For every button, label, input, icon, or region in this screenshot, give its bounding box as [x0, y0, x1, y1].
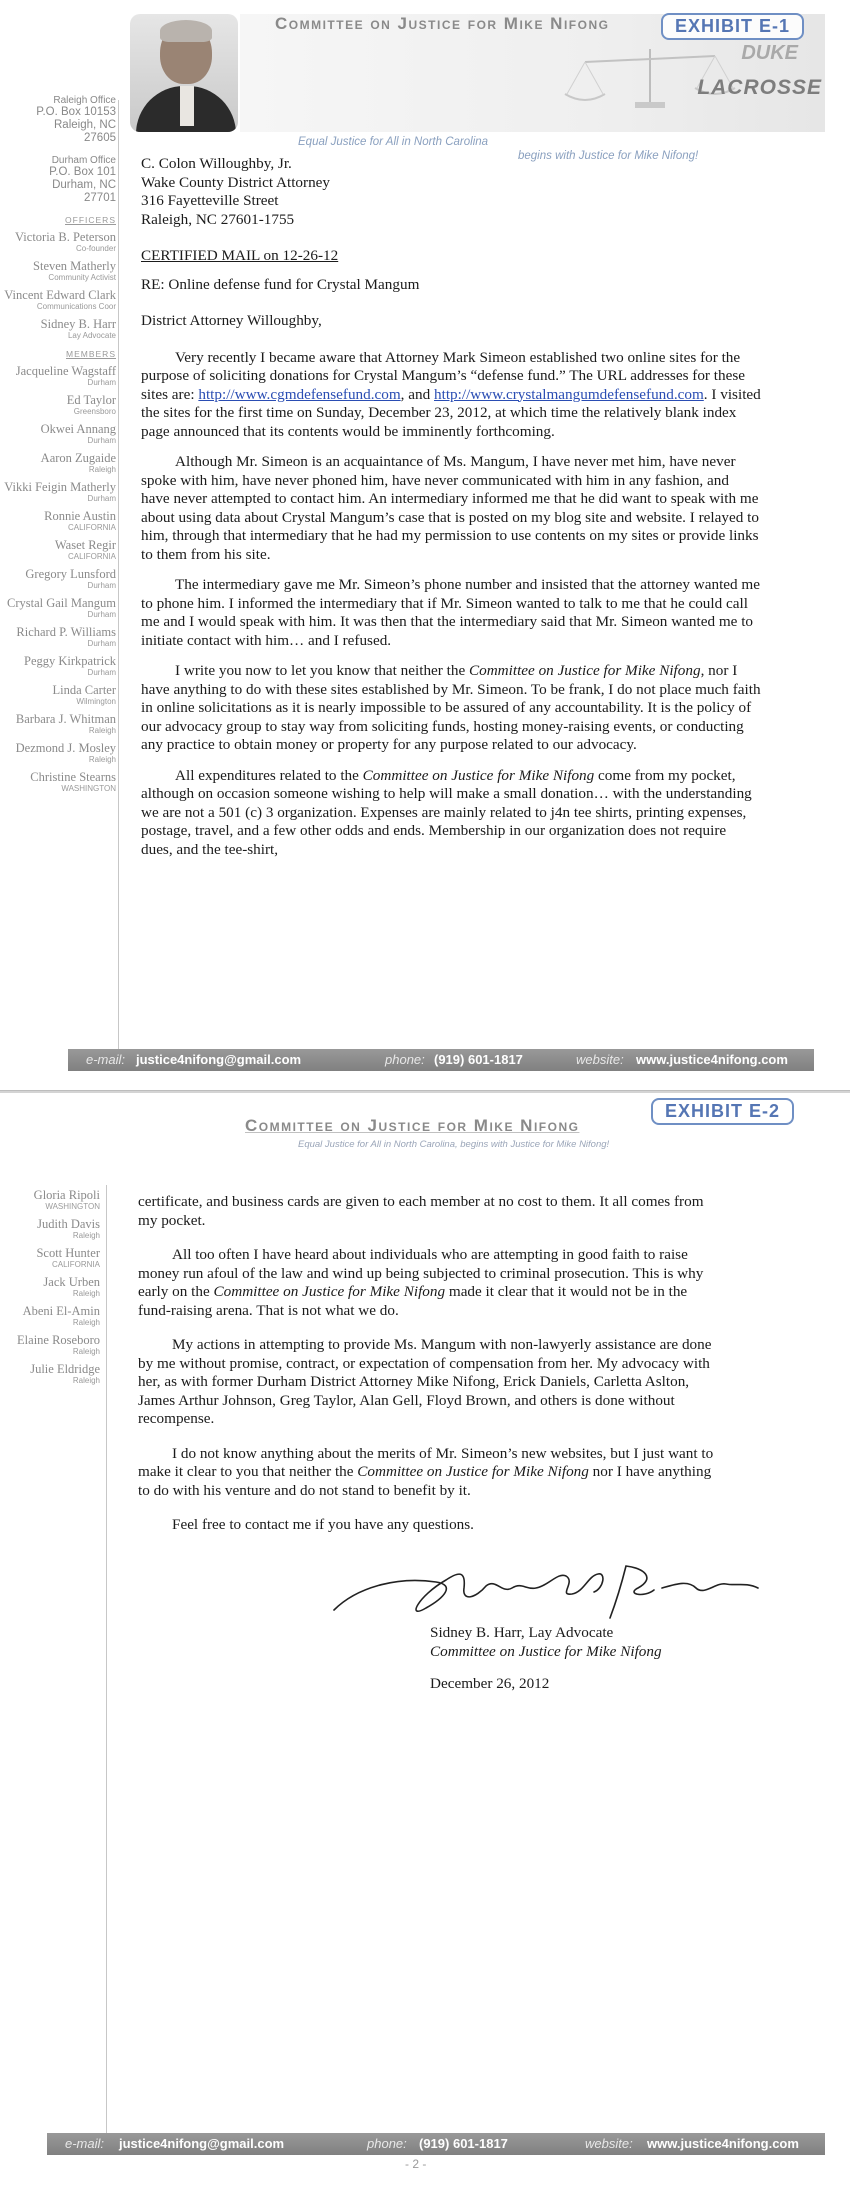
- member-name: Richard P. Williams: [16, 625, 116, 639]
- member-city: Durham: [87, 581, 116, 590]
- member-entry: [0, 655, 116, 678]
- para-text: , and: [400, 385, 434, 403]
- office-line: P.O. Box 101: [49, 166, 116, 178]
- paragraph-3: The intermediary gave me Mr. Simeon’s phone number and insisted that the attorney wanted me to phone him. I informed the intermediary that if Mr. Simeon wanted to talk to me that he could call me and I would speak with him. It was then that the intermediary said that Mr. Simeon wanted me to initiate contact with him… and I refused.: [141, 576, 760, 649]
- member-name: Abeni El-Amin: [22, 1304, 100, 1318]
- office-line: Raleigh, NC: [54, 119, 116, 131]
- member-city: Raleigh: [88, 465, 116, 474]
- officer-name: Victoria B. Peterson: [15, 230, 116, 244]
- member-name: Ronnie Austin: [44, 509, 116, 523]
- member-city: WASHINGTON: [61, 784, 116, 793]
- paragraph-5: [141, 767, 761, 860]
- signature-block: [430, 1624, 790, 1694]
- member-name: Peggy Kirkpatrick: [24, 654, 116, 668]
- recipient-address: [141, 155, 761, 229]
- member-name: Jacqueline Wagstaff: [15, 364, 116, 378]
- member-entry: [0, 1276, 100, 1299]
- paragraph-4: [141, 662, 761, 755]
- officer-name: Sidney B. Harr: [40, 317, 116, 331]
- officer-role: Co-founder: [75, 244, 116, 253]
- phone-label: phone:: [385, 1052, 425, 1067]
- member-name: Barbara J. Whitman: [15, 712, 116, 726]
- letterhead-sidebar: [0, 1189, 100, 1392]
- member-name: Okwei Annang: [40, 422, 116, 436]
- office-label: Raleigh Office: [53, 95, 116, 106]
- member-entry: [0, 510, 116, 533]
- member-entry: [0, 1363, 100, 1386]
- member-entry: [0, 597, 116, 620]
- member-city: Greensboro: [73, 407, 116, 416]
- paragraph-continued: certificate, and business cards are given to each member at no cost to them. It all comes from my pocket.: [138, 1193, 704, 1229]
- member-name: Waset Regir: [54, 538, 116, 552]
- member-name: Aaron Zugaide: [40, 451, 116, 465]
- tagline-2: begins with Justice for Mike Nifong!: [518, 150, 699, 162]
- member-entry: [0, 626, 116, 649]
- member-entry: [0, 742, 116, 765]
- member-city: Raleigh: [72, 1231, 100, 1240]
- member-entry: [0, 684, 116, 707]
- address-line: C. Colon Willoughby, Jr.: [141, 155, 292, 172]
- member-city: CALIFORNIA: [67, 523, 116, 532]
- portrait-photo: [130, 14, 238, 132]
- member-name: Judith Davis: [37, 1217, 100, 1231]
- member-city: CALIFORNIA: [67, 552, 116, 561]
- member-entry: [0, 1189, 100, 1212]
- email-link[interactable]: justice4nifong@gmail.com: [136, 1052, 302, 1067]
- member-name: Julie Eldridge: [30, 1362, 100, 1376]
- member-entry: [0, 394, 116, 417]
- member-entry: [0, 1218, 100, 1241]
- para-text: come from my pocket, although on occasion someone wishing to help will make a small donation… with the understanding we are not a 501 (c) 3 organization. Expenses are mainly related to j4n tee shirts, printing expenses, postage, travel, and a few other odds and ends. Membership in our organization does not require dues, and the tee-shirt,: [141, 766, 752, 858]
- letter-body-2: [138, 1193, 718, 1547]
- para-text: All expenditures related to the: [175, 766, 363, 784]
- cgm-defense-fund-link[interactable]: http://www.cgmdefensefund.com: [198, 385, 401, 403]
- para-text: Very recently I became aware that Attorney Mark Simeon established two online sites for the purpose of soliciting donations for Crystal Mangum’s “defense fund.” The URL addresses for these sites are:: [141, 348, 745, 403]
- member-name: Gregory Lunsford: [25, 567, 116, 581]
- phone-number: (919) 601-1817: [419, 2136, 508, 2151]
- email-label: e-mail:: [86, 1052, 126, 1067]
- officer-entry: [0, 231, 116, 254]
- officer-role: Lay Advocate: [67, 331, 116, 340]
- member-city: Raleigh: [88, 755, 116, 764]
- page-number: - 2 -: [405, 2157, 427, 2171]
- member-city: WASHINGTON: [45, 1202, 100, 1211]
- tagline-1: Equal Justice for All in North Carolina: [298, 136, 489, 148]
- member-name: Vikki Feigin Matherly: [4, 480, 116, 494]
- office-line: P.O. Box 10153: [36, 106, 116, 118]
- address-line: Wake County District Attorney: [141, 173, 331, 191]
- crystal-mangum-defense-fund-link[interactable]: http://www.crystalmangumdefensefund.com: [434, 385, 704, 403]
- member-city: Durham: [87, 494, 116, 503]
- member-entry: [0, 568, 116, 591]
- address-line: 316 Fayetteville Street: [141, 192, 279, 209]
- letter-body-1: [141, 155, 761, 871]
- member-name: Ed Taylor: [66, 393, 116, 407]
- signer-name: Sidney B. Harr, Lay Advocate: [430, 1624, 614, 1641]
- member-entry: [0, 539, 116, 562]
- member-city: CALIFORNIA: [51, 1260, 100, 1269]
- exhibit-label: EXHIBIT E-2: [651, 1098, 794, 1125]
- officer-entry: [0, 318, 116, 341]
- exhibit-label: EXHIBIT E-1: [661, 13, 804, 40]
- certified-mail-line: CERTIFIED MAIL on 12-26-12: [141, 247, 339, 264]
- paragraph-9: Feel free to contact me if you have any questions.: [172, 1516, 474, 1533]
- website-link[interactable]: www.justice4nifong.com: [647, 2136, 799, 2151]
- letter-date: December 26, 2012: [430, 1675, 550, 1692]
- address-line: Raleigh, NC 27601-1755: [141, 210, 295, 228]
- member-city: Wilmington: [76, 697, 116, 706]
- member-name: Scott Hunter: [36, 1246, 100, 1260]
- officer-entry: [0, 260, 116, 283]
- letterhead-title: Committee on Justice for Mike Nifong: [245, 1116, 580, 1135]
- member-name: Linda Carter: [52, 683, 116, 697]
- member-name: Jack Urben: [43, 1275, 100, 1289]
- paragraph-8: [138, 1445, 718, 1501]
- committee-name: Committee on Justice for Mike Nifong: [430, 1642, 662, 1660]
- phone-number: (919) 601-1817: [434, 1052, 523, 1067]
- raleigh-office: [0, 95, 116, 145]
- member-entry: [0, 713, 116, 736]
- member-entry: [0, 1334, 100, 1357]
- member-entry: [0, 1247, 100, 1270]
- member-name: Dezmond J. Mosley: [15, 741, 116, 755]
- letterhead-footer: [47, 2133, 825, 2155]
- member-city: Durham: [87, 639, 116, 648]
- letter-page-2: [0, 1093, 850, 2200]
- member-city: Durham: [87, 436, 116, 445]
- officer-entry: [0, 289, 116, 312]
- member-city: Raleigh: [72, 1289, 100, 1298]
- member-city: Raleigh: [72, 1318, 100, 1327]
- officer-role: Communications Coor: [36, 302, 116, 311]
- member-name: Crystal Gail Mangum: [6, 596, 116, 610]
- salutation: District Attorney Willoughby,: [141, 312, 322, 329]
- para-text: made it clear that it would not be in the fund-raising arena. That is not what we do.: [138, 1283, 688, 1319]
- member-city: Durham: [87, 378, 116, 387]
- committee-name: Committee on Justice for Mike Nifong: [213, 1283, 446, 1300]
- committee-name: Committee on Justice for Mike Nifong: [362, 766, 595, 784]
- member-entry: [0, 423, 116, 446]
- para-text: . I visited the sites for the first time on Sunday, December 23, 2012, at which time the relatively blank index page announced that its contents would be imminently forthcoming.: [141, 385, 761, 440]
- member-entry: [0, 1305, 100, 1328]
- office-label: Durham Office: [51, 155, 116, 166]
- para-text: All too often I have heard about individuals who are attempting in good faith to raise money run afoul of the law and wind up being subjected to criminal prosecution. This is why early on the: [138, 1246, 704, 1300]
- member-entry: [0, 771, 116, 794]
- letterhead-title: Committee on Justice for Mike Nifong: [275, 14, 610, 33]
- para-text: I write you now to let you know that neither the: [175, 662, 469, 679]
- officer-name: Vincent Edward Clark: [4, 288, 116, 302]
- office-line: Durham, NC: [52, 179, 116, 191]
- signer-organization: [430, 1643, 790, 1662]
- para-text: I do not know anything about the merits of Mr. Simeon’s new websites, but I just want to make it clear to you that neither the: [138, 1444, 714, 1480]
- sidebar-divider: [118, 100, 119, 1050]
- tagline: Equal Justice for All in North Carolina, begins with Justice for Mike Nifong!: [298, 1139, 610, 1150]
- website-link[interactable]: www.justice4nifong.com: [636, 1052, 788, 1067]
- para-text: nor I have anything to do with his venture and do not stand to benefit by it.: [138, 1463, 712, 1499]
- member-city: Raleigh: [88, 726, 116, 735]
- member-city: Raleigh: [72, 1347, 100, 1356]
- member-entry: [0, 452, 116, 475]
- officers-heading: OFFICERS: [65, 215, 116, 225]
- paragraph-7: My actions in attempting to provide Ms. Mangum with non-lawyerly assistance are done by me without promise, contract, or expectation of compensation from her. My advocacy with her, as with former Durham District Attorney Mike Nifong, Erick Daniels, Carletta Aslton, James Arthur Johnson, Greg Taylor, Alan Gell, Floyd Brown, and others is done without recompense.: [138, 1336, 712, 1427]
- duke-logo-text: DUKE: [741, 42, 798, 64]
- member-entry: [0, 481, 116, 504]
- letter-page-1: [0, 0, 850, 1093]
- office-line: 27701: [84, 192, 116, 204]
- letterhead-sidebar: [0, 95, 116, 800]
- member-entry: [0, 365, 116, 388]
- re-line: RE: Online defense fund for Crystal Mangum: [141, 275, 420, 293]
- paragraph-1: [141, 349, 761, 442]
- paragraph-6: [138, 1246, 718, 1320]
- office-line: 27605: [84, 132, 116, 144]
- email-label: e-mail:: [65, 2136, 105, 2151]
- member-name: Christine Stearns: [30, 770, 116, 784]
- email-link[interactable]: justice4nifong@gmail.com: [119, 2136, 285, 2151]
- committee-name: Committee on Justice for Mike Nifong: [357, 1463, 589, 1480]
- member-city: Raleigh: [72, 1376, 100, 1385]
- member-name: Gloria Ripoli: [33, 1188, 100, 1202]
- committee-name: Committee on Justice for Mike Nifong: [468, 662, 701, 679]
- member-city: Durham: [87, 668, 116, 677]
- para-text: , nor I have anything to do with these sites established by Mr. Simeon. To be frank, I do not place much faith in online solicitations as it is nearly impossible to be assured of any accountability. It is the policy of our advocacy group to stay way from soliciting funds, hosting money-raising events, or conducting any practice to obtain money or property for any purpose related to our advocacy.: [141, 662, 761, 753]
- durham-office: [0, 155, 116, 205]
- sidebar-divider: [106, 1185, 107, 2155]
- member-name: Elaine Roseboro: [17, 1333, 100, 1347]
- officer-name: Steven Matherly: [33, 259, 116, 273]
- website-label: website:: [585, 2136, 633, 2151]
- lacrosse-logo-text: LACROSSE: [697, 76, 822, 99]
- website-label: website:: [576, 1052, 624, 1067]
- paragraph-2: Although Mr. Simeon is an acquaintance of Ms. Mangum, I have never met him, have never spoke with him, have never phoned him, have never communicated with him in any fashion, and have never attempted to contact him. An intermediary informed me that he did want to speak with me about using data about Crystal Mangum’s case that is posted on my blog site and website. I relayed to him, through that intermediary that he had my permission to use contents on my sites or provide links to them from his site.: [141, 453, 759, 563]
- phone-label: phone:: [367, 2136, 407, 2151]
- officer-role: Community Activist: [48, 273, 116, 282]
- handwritten-signature: [326, 1558, 766, 1628]
- member-city: Durham: [87, 610, 116, 619]
- members-heading: MEMBERS: [66, 349, 116, 359]
- letterhead-footer: [68, 1049, 814, 1071]
